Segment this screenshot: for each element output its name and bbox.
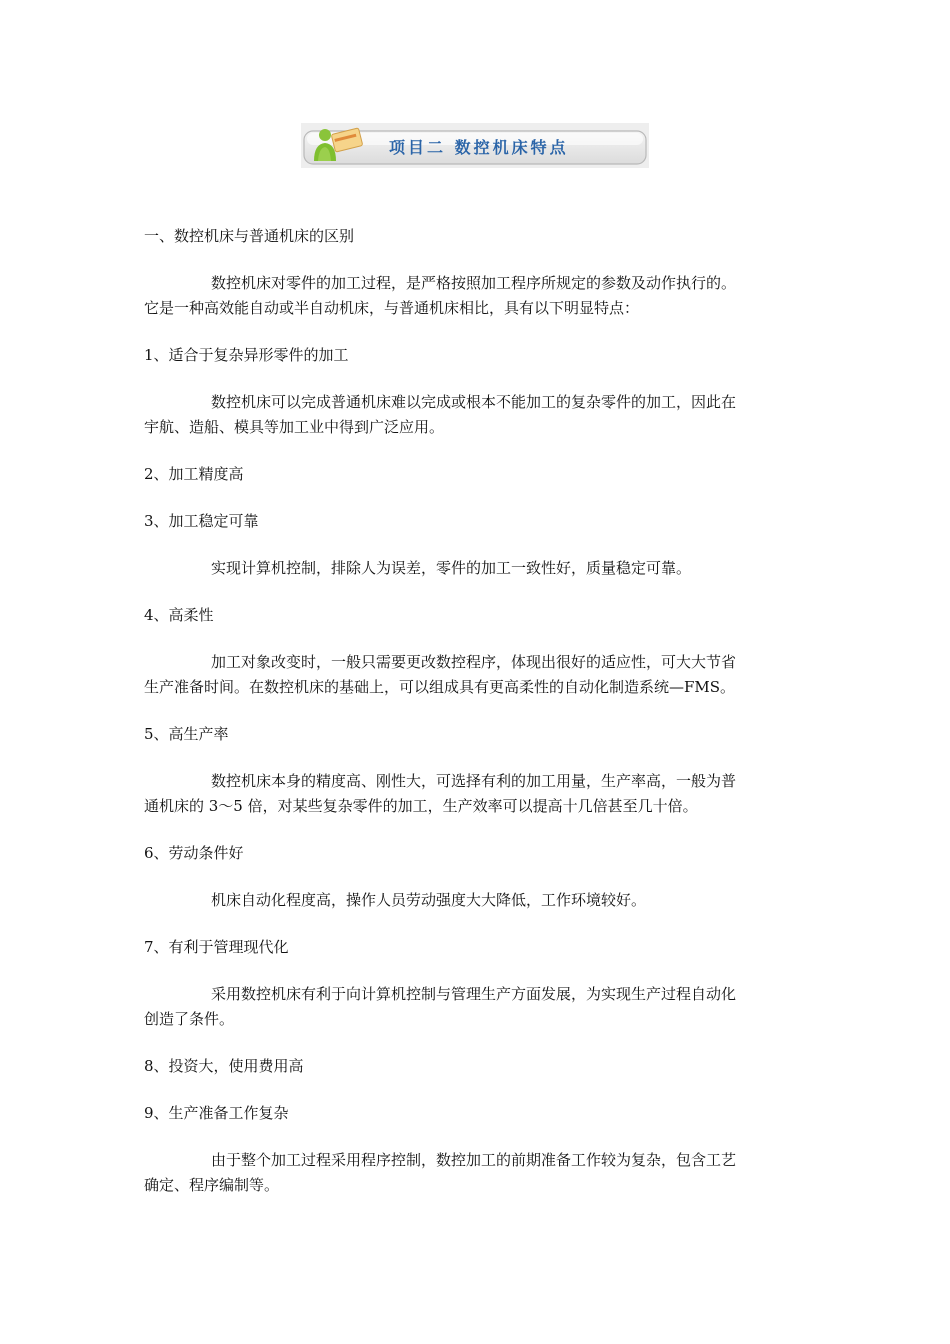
section-banner xyxy=(301,123,649,168)
section-paragraph xyxy=(144,390,804,440)
banner-title: 项目二 数控机床特点 xyxy=(389,138,569,157)
paragraph-line: 数控机床对零件的加工过程，是严格按照加工程序所规定的参数及动作执行的。 xyxy=(211,274,737,292)
section-paragraph xyxy=(144,888,804,913)
section-heading: 一、数控机床与普通机床的区别 xyxy=(144,227,355,245)
section-paragraph xyxy=(144,769,804,819)
section-heading: 3、加工稳定可靠 xyxy=(144,512,259,530)
document-body xyxy=(144,224,804,1220)
paragraph-line: 创造了条件。 xyxy=(144,1010,235,1028)
paragraph-line: 数控机床可以完成普通机床难以完成或根本不能加工的复杂零件的加工，因此在 xyxy=(211,393,737,411)
paragraph-line: 它是一种高效能自动或半自动机床，与普通机床相比，具有以下明显特点： xyxy=(144,299,640,317)
user-card-icon xyxy=(311,125,367,165)
section-heading: 4、高柔性 xyxy=(144,606,214,624)
paragraph-line: 通机床的 3～5 倍，对某些复杂零件的加工，生产效率可以提高十几倍甚至几十倍。 xyxy=(144,797,698,815)
section-heading: 1、适合于复杂异形零件的加工 xyxy=(144,346,349,364)
section-heading: 9、生产准备工作复杂 xyxy=(144,1104,289,1122)
paragraph-line: 机床自动化程度高，操作人员劳动强度大大降低，工作环境较好。 xyxy=(211,891,647,909)
paragraph-line: 加工对象改变时，一般只需要更改数控程序，体现出很好的适应性，可大大节省 xyxy=(211,653,737,671)
paragraph-line: 数控机床本身的精度高、刚性大，可选择有利的加工用量，生产率高，一般为普 xyxy=(211,772,737,790)
paragraph-line: 生产准备时间。在数控机床的基础上，可以组成具有更高柔性的自动化制造系统—FMS。 xyxy=(144,678,736,696)
paragraph-line: 确定、程序编制等。 xyxy=(144,1176,280,1194)
section-paragraph xyxy=(144,556,804,581)
section-paragraph xyxy=(144,1148,804,1198)
paragraph-line: 由于整个加工过程采用程序控制，数控加工的前期准备工作较为复杂，包含工艺 xyxy=(211,1151,737,1169)
section-paragraph xyxy=(144,650,804,700)
section-heading: 8、投资大，使用费用高 xyxy=(144,1057,304,1075)
section-heading: 7、有利于管理现代化 xyxy=(144,938,289,956)
section-heading: 2、加工精度高 xyxy=(144,465,244,483)
section-paragraph xyxy=(144,271,804,321)
section-heading: 6、劳动条件好 xyxy=(144,844,244,862)
paragraph-line: 实现计算机控制，排除人为误差，零件的加工一致性好，质量稳定可靠。 xyxy=(211,559,692,577)
paragraph-line: 宇航、造船、模具等加工业中得到广泛应用。 xyxy=(144,418,445,436)
paragraph-line: 采用数控机床有利于向计算机控制与管理生产方面发展，为实现生产过程自动化 xyxy=(211,985,737,1003)
section-paragraph xyxy=(144,982,804,1032)
section-heading: 5、高生产率 xyxy=(144,725,229,743)
